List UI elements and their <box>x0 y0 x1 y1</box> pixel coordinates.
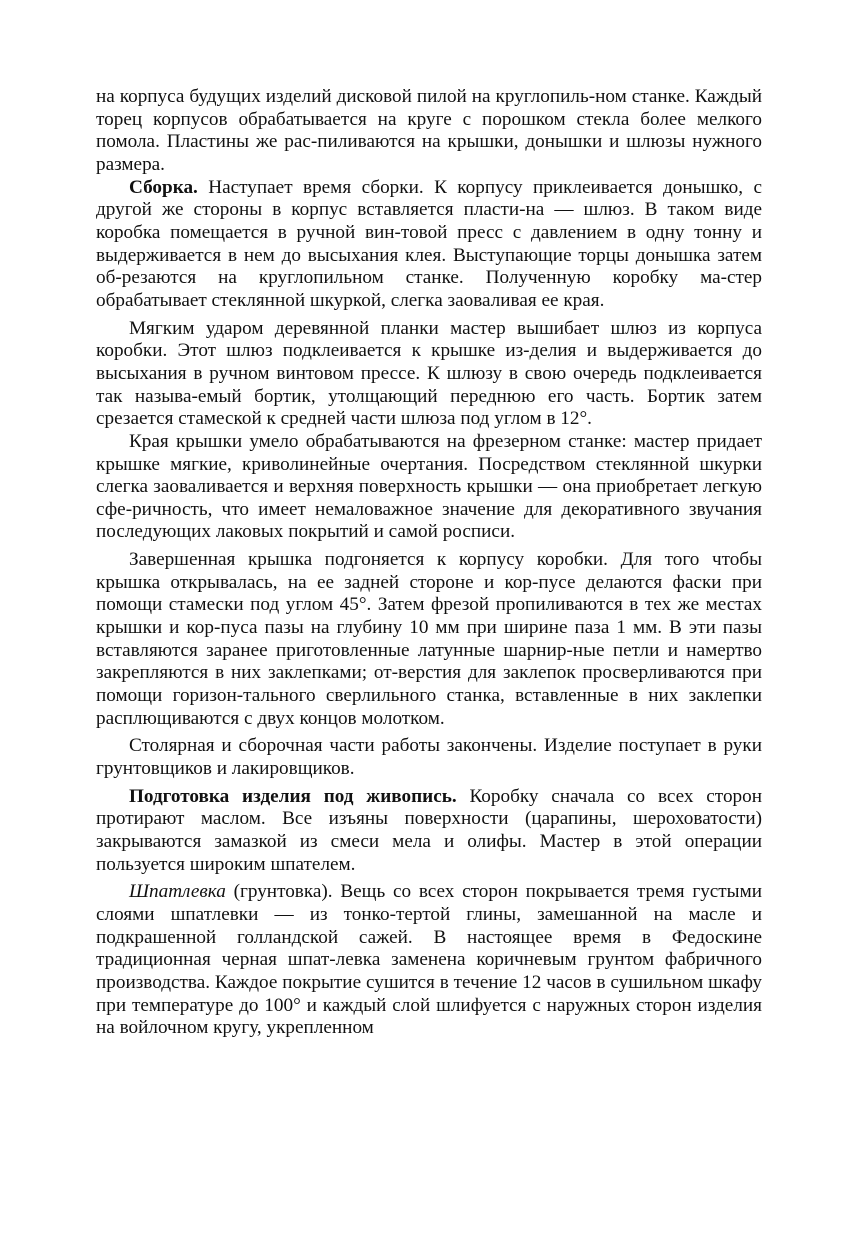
paragraph-4 <box>96 431 762 544</box>
paragraph-puttying-text: (грунтовка). Вещь со всех сторон покрывается тремя густыми слоями шпатлевки — из тонко-тертой глины, замешанной на масле и подкрашенной голландской сажей. В настоящее время в Федоскине традиционная черная шпат-левка заменена коричневым грунтом фабричного производства. Каждое покрытие сушится в течение 12 часов в сушильном шкафу при температуре до 100° и каждый слой шлифуется с наружных сторон изделия на войлочном кругу, укрепленном <box>96 881 762 1039</box>
paragraph-puttying <box>96 881 762 1040</box>
paragraph-4-text: Края крышки умело обрабатываются на фрезерном станке: мастер придает крышке мягкие, криволинейные очертания. Посредством стеклянной шкурки слегка заоваливается и верхняя поверхность крышки — она приобретает легкую сфе-ричность, что имеет немаловажное значение для декоративного звучания последующих лаковых покрытий и самой росписи. <box>96 430 762 543</box>
section-heading-preparation: Подготовка изделия под живопись. <box>129 785 457 807</box>
paragraph-assembly <box>96 177 762 313</box>
paragraph-preparation <box>96 786 762 877</box>
paragraph-assembly-text: Наступает время сборки. К корпусу приклеивается донышко, с другой же стороны в корпус вставляется пласти-на — шлюз. В таком виде коробка помещается в ручной вин-товой пресс с давлением в одну тонну и выдерживается в нем до высыхания клея. Выступающие торцы донышка затем об-резаются на круглопильном станке. Полученную коробку ма-стер обрабатывает стеклянной шкуркой, слегка заоваливая ее края. <box>96 176 762 311</box>
paragraph-1-text: на корпуса будущих изделий дисковой пилой на круглопиль-ном станке. Каждый торец корпусов обрабатывается на круге с порошком стекла более мелкого помола. Пластины же рас-пиливаются на крышки, донышки и шлюзы нужного размера. <box>96 86 762 175</box>
page-text <box>96 86 762 1040</box>
section-heading-assembly: Сборка. <box>129 176 198 198</box>
paragraph-5 <box>96 549 762 730</box>
paragraph-6-text: Столярная и сборочная части работы закончены. Изделие поступает в руки грунтовщиков и лакировщиков. <box>96 735 762 780</box>
paragraph-3-text: Мягким ударом деревянной планки мастер вышибает шлюз из корпуса коробки. Этот шлюз подклеивается к крышке из-делия и выдерживается до высыхания в ручном винтовом прессе. К шлюзу в свою очередь подклеивается так называ-емый бортик, утолщающий переднюю его часть. Бортик затем срезается стамеской к средней части шлюза под углом в 12°. <box>96 317 762 430</box>
section-heading-puttying: Шпатлевка <box>129 881 226 903</box>
paragraph-6 <box>96 735 762 780</box>
paragraph-preparation-text: Коробку сначала со всех сторон протирают маслом. Все изъяны поверхности (царапины, шероховатости) закрываются замазкой из смеси мела и олифы. Мастер в этой операции пользуется широким шпателем. <box>96 785 762 875</box>
paragraph-3 <box>96 318 762 431</box>
paragraph-1 <box>96 86 762 177</box>
paragraph-5-text: Завершенная крышка подгоняется к корпусу коробки. Для того чтобы крышка открывалась, на ее задней стороне и кор-пусе делаются фаски при помощи стамески под углом 45°. Затем фрезой пропиливаются в тех же местах крышки и кор-пуса пазы на глубину 10 мм при ширине паза 1 мм. В эти пазы вставляются заранее приготовленные латунные шарнир-ные петли и намертво закрепляются в них заклепками; от-верстия для заклепок просверливаются при помощи горизон-тального сверлильного станка, вставленные в них заклепки расплющиваются с двух концов молотком. <box>96 549 762 729</box>
